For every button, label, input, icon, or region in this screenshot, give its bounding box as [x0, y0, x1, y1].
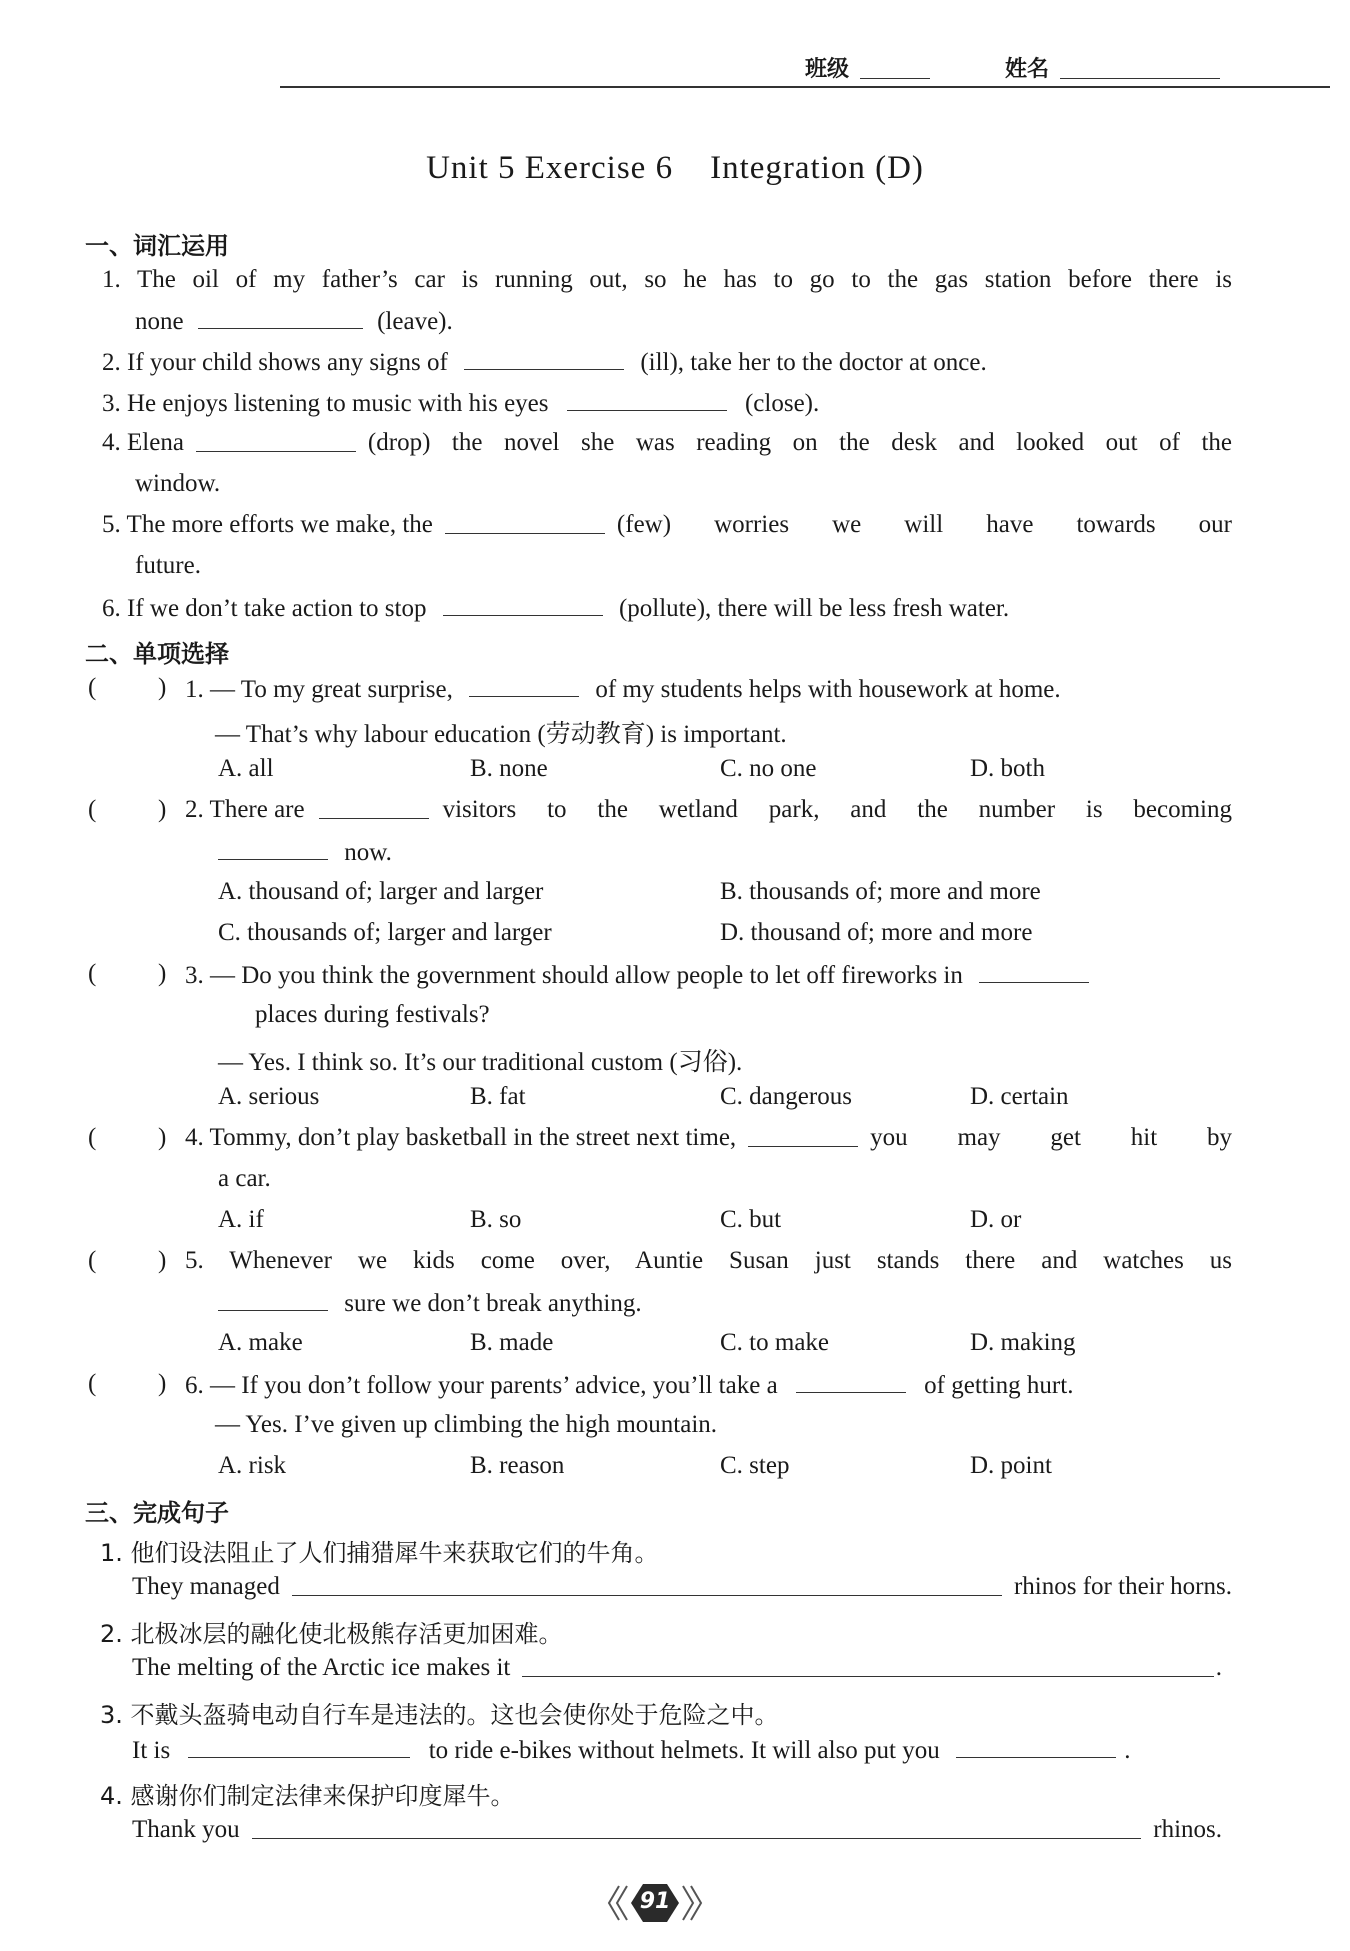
- s3-s3-period: .: [1124, 1737, 1131, 1764]
- s1-item1-line2: [135, 306, 453, 336]
- s1-item1-line1: 1. The oil of my father’s car is running out, so he has to go to the gas station before there is: [102, 266, 1232, 293]
- s1-item3-rest: (close).: [744, 390, 820, 417]
- q5-option-d[interactable]: D. making: [970, 1329, 1076, 1356]
- s1-item2: [102, 347, 987, 377]
- q4-paren-open: (: [88, 1124, 97, 1151]
- q2-option-a[interactable]: A. thousand of; larger and larger: [218, 878, 544, 905]
- class-label: 班级: [805, 57, 850, 82]
- q5-option-b[interactable]: B. made: [470, 1329, 554, 1356]
- section2-heading: 二、单项选择: [85, 640, 229, 668]
- q4-option-b[interactable]: B. so: [470, 1206, 522, 1233]
- s3-s2-text: The melting of the Arctic ice makes it: [132, 1654, 511, 1681]
- s1-item2-text: 2. If your child shows any signs of: [102, 349, 448, 376]
- q3-option-a[interactable]: A. serious: [218, 1083, 320, 1110]
- q6-line1: [185, 1370, 1073, 1400]
- q1-option-a[interactable]: A. all: [218, 755, 274, 782]
- q5-option-a[interactable]: A. make: [218, 1329, 303, 1356]
- header: [790, 48, 1230, 88]
- name-blank[interactable]: [1060, 78, 1220, 79]
- q3-text: 3. — Do you think the government should allow people to let off fireworks in: [185, 962, 963, 989]
- q5-line1: 5. Whenever we kids come over, Auntie Susan just stands there and watches us: [185, 1247, 1232, 1274]
- q5-blank[interactable]: [218, 1288, 328, 1311]
- s1-item6-blank[interactable]: [443, 593, 603, 616]
- s3-s3-text: It is: [132, 1737, 171, 1764]
- s3-s3-middle: to ride e-bikes without helmets. It will also put you: [428, 1737, 940, 1764]
- s3-s3-blank-2[interactable]: [956, 1735, 1116, 1758]
- s1-item3: [102, 388, 819, 418]
- q3-paren-open: (: [88, 960, 97, 987]
- q6-option-a[interactable]: A. risk: [218, 1452, 287, 1479]
- q1-blank[interactable]: [469, 674, 579, 697]
- q2-option-b[interactable]: B. thousands of; more and more: [720, 878, 1041, 905]
- s3-s4-blank[interactable]: [252, 1816, 1142, 1839]
- class-blank[interactable]: [860, 78, 930, 79]
- q3-line1: [185, 960, 1089, 990]
- q1-rest: of my students helps with housework at home.: [595, 676, 1061, 703]
- s3-s1-text: They managed: [132, 1573, 280, 1600]
- s3-sentence1-cn: 1. 他们设法阻止了人们捕猎犀牛来获取它们的牛角。: [100, 1539, 659, 1567]
- q6-paren-close[interactable]: ): [158, 1370, 167, 1397]
- q3-option-b[interactable]: B. fat: [470, 1083, 526, 1110]
- s3-s2-period: .: [1215, 1654, 1222, 1681]
- q5-line2: [218, 1288, 642, 1318]
- q6-rest: of getting hurt.: [924, 1372, 1074, 1399]
- page-title: Unit 5 Exercise 6 Integration (D): [426, 150, 924, 186]
- q2-paren-close[interactable]: ): [158, 796, 167, 823]
- s1-item4-rest: (drop) the novel she was reading on the desk and looked out of the: [367, 429, 1232, 456]
- s3-s1-rest: rhinos for their horns.: [1013, 1573, 1232, 1600]
- s1-item1-text: none: [135, 308, 184, 335]
- s1-item6-rest: (pollute), there will be less fresh water.: [618, 595, 1010, 622]
- q3-line3: — Yes. I think so. It’s our traditional custom (习俗).: [218, 1049, 743, 1076]
- s1-item5-blank[interactable]: [445, 511, 605, 534]
- s3-sentence3: [132, 1735, 1131, 1765]
- q1-option-c[interactable]: C. no one: [720, 755, 817, 782]
- s1-item5-line2: future.: [135, 552, 201, 579]
- s1-item2-blank[interactable]: [464, 347, 624, 370]
- s3-s1-blank[interactable]: [292, 1573, 1002, 1596]
- q6-option-c[interactable]: C. step: [720, 1452, 790, 1479]
- q4-option-c[interactable]: C. but: [720, 1206, 782, 1233]
- s3-sentence4: [132, 1816, 1222, 1844]
- q4-option-d[interactable]: D. or: [970, 1206, 1022, 1233]
- s1-item6-text: 6. If we don’t take action to stop: [102, 595, 427, 622]
- name-label: 姓名: [1005, 57, 1050, 82]
- q2-line1: [185, 796, 1232, 824]
- q5-option-c[interactable]: C. to make: [720, 1329, 830, 1356]
- q1-line1: [185, 674, 1061, 704]
- q3-paren-close[interactable]: ): [158, 960, 167, 987]
- s1-item4: [102, 429, 1232, 457]
- s3-s3-blank-1[interactable]: [188, 1735, 410, 1758]
- s3-sentence2: [132, 1654, 1222, 1682]
- s1-item1-blank[interactable]: [198, 306, 363, 329]
- q6-text: 6. — If you don’t follow your parents’ advice, you’ll take a: [185, 1372, 778, 1399]
- q4-rest: you may get hit by: [870, 1124, 1232, 1151]
- q4-paren-close[interactable]: ): [158, 1124, 167, 1151]
- s1-item1-hint: (leave).: [377, 308, 453, 335]
- q1-paren-open: (: [88, 674, 97, 701]
- q2-blank-1[interactable]: [319, 796, 429, 819]
- section1-heading: 一、词汇运用: [85, 232, 229, 260]
- s3-sentence4-cn: 4. 感谢你们制定法律来保护印度犀牛。: [100, 1782, 515, 1810]
- q1-text: 1. — To my great surprise,: [185, 676, 453, 703]
- s3-sentence2-cn: 2. 北极冰层的融化使北极熊存活更加困难。: [100, 1620, 563, 1648]
- q2-now: now.: [344, 839, 392, 866]
- q6-paren-open: (: [88, 1370, 97, 1397]
- s3-sentence3-cn: 3. 不戴头盔骑电动自行车是违法的。这也会使你处于危险之中。: [100, 1701, 779, 1729]
- s1-item5: [102, 511, 1232, 539]
- q1-option-b[interactable]: B. none: [470, 755, 548, 782]
- q4-line1: [185, 1124, 1232, 1152]
- s3-s2-blank[interactable]: [522, 1654, 1213, 1677]
- page-number-text: 91: [639, 1889, 671, 1914]
- q1-line2: — That’s why labour education (劳动教育) is important.: [215, 721, 787, 748]
- s1-item4-text: 4. Elena: [102, 429, 184, 456]
- s3-s4-text: Thank you: [132, 1816, 240, 1843]
- q2-paren-open: (: [88, 796, 97, 823]
- q1-option-d[interactable]: D. both: [970, 755, 1045, 782]
- q2-option-d[interactable]: D. thousand of; more and more: [720, 919, 1033, 946]
- q4-option-a[interactable]: A. if: [218, 1206, 264, 1233]
- header-rule: [280, 86, 1330, 88]
- q3-option-d[interactable]: D. certain: [970, 1083, 1069, 1110]
- page-number: [605, 1880, 705, 1926]
- q4-line2: a car.: [218, 1165, 271, 1192]
- s3-s4-rest: rhinos.: [1153, 1816, 1222, 1843]
- q5-paren-close[interactable]: ): [158, 1247, 167, 1274]
- q6-blank[interactable]: [796, 1370, 906, 1393]
- s3-sentence1: [132, 1573, 1232, 1601]
- q5-paren-open: (: [88, 1247, 97, 1274]
- q2-text: 2. There are: [185, 796, 305, 823]
- s1-item6: [102, 593, 1009, 623]
- section3-heading: 三、完成句子: [85, 1499, 229, 1527]
- s1-item3-blank[interactable]: [567, 388, 727, 411]
- s1-item5-rest: (few) worries we will have towards our: [616, 511, 1232, 538]
- q2-blank-2[interactable]: [218, 837, 328, 860]
- q3-option-c[interactable]: C. dangerous: [720, 1083, 852, 1110]
- q3-line2: places during festivals?: [255, 1001, 490, 1028]
- q2-rest: visitors to the wetland park, and the number is becoming: [442, 796, 1232, 823]
- q2-line2: [218, 837, 392, 867]
- s1-item5-text: 5. The more efforts we make, the: [102, 511, 433, 538]
- q3-blank[interactable]: [979, 960, 1089, 983]
- s1-item3-text: 3. He enjoys listening to music with his eyes: [102, 390, 549, 417]
- s1-item4-line2: window.: [135, 470, 221, 497]
- q4-text: 4. Tommy, don’t play basketball in the street next time,: [185, 1124, 737, 1151]
- q6-option-d[interactable]: D. point: [970, 1452, 1052, 1479]
- s1-item2-rest: (ill), take her to the doctor at once.: [640, 349, 987, 376]
- q6-option-b[interactable]: B. reason: [470, 1452, 565, 1479]
- q6-line2: — Yes. I’ve given up climbing the high mountain.: [215, 1411, 718, 1438]
- q4-blank[interactable]: [748, 1124, 858, 1147]
- q1-paren-close[interactable]: ): [158, 674, 167, 701]
- q2-option-c[interactable]: C. thousands of; larger and larger: [218, 919, 552, 946]
- q5-rest: sure we don’t break anything.: [344, 1290, 642, 1317]
- s1-item4-blank[interactable]: [196, 429, 356, 452]
